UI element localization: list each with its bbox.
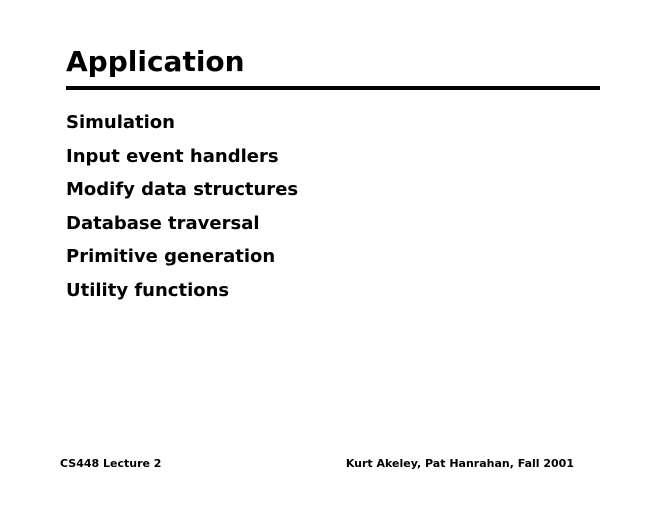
bullet-item: Database traversal xyxy=(66,212,260,234)
footer-authors: Kurt Akeley, Pat Hanrahan, Fall 2001 xyxy=(345,457,574,470)
bullet-item: Input event handlers xyxy=(66,145,279,167)
footer-course: CS448 Lecture 2 xyxy=(60,457,162,470)
bullet-item: Simulation xyxy=(66,112,175,133)
bullet-list xyxy=(66,110,298,312)
title-divider xyxy=(66,86,600,90)
slide-title: Application xyxy=(66,45,245,78)
bullet-item: Modify data structures xyxy=(66,179,299,201)
bullet-item: Primitive generation xyxy=(66,246,276,268)
bullet-item: Utility functions xyxy=(66,279,230,301)
